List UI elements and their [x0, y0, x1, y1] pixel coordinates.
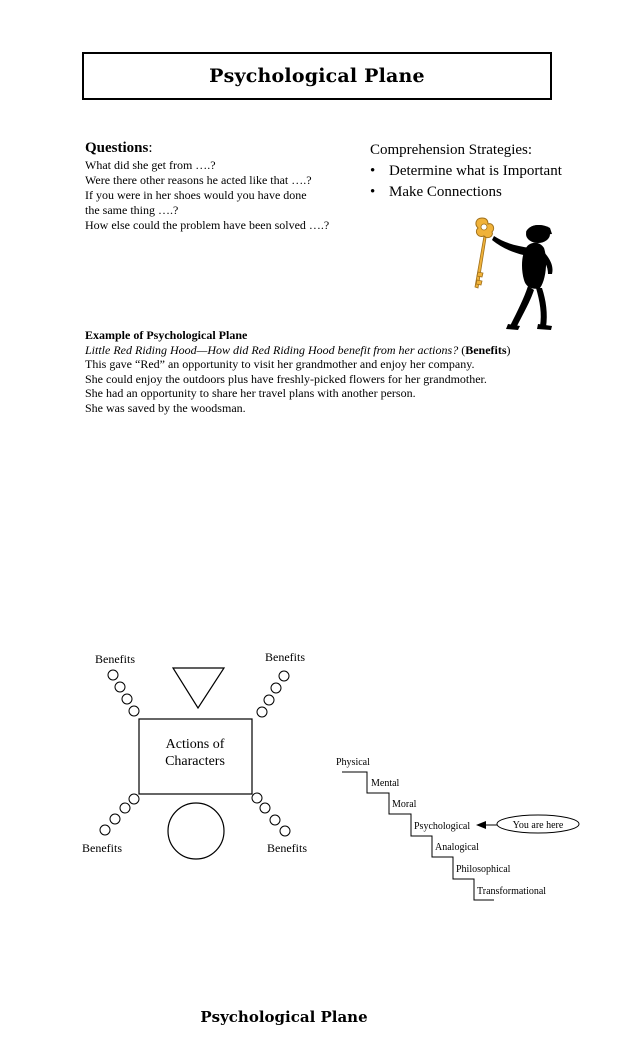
- step-transformational: Transformational: [477, 886, 547, 897]
- questions-section: [85, 139, 375, 233]
- question-line: How else could the problem have been solved ….?: [85, 218, 330, 232]
- dot: [252, 793, 262, 803]
- benefits-label-bottom-right: Benefits: [267, 841, 307, 855]
- benefits-label-top-right: Benefits: [265, 650, 305, 664]
- step-psychological: Psychological: [414, 821, 471, 832]
- strategies-list: [370, 161, 630, 203]
- example-line: She had an opportunity to share her travel plans with another person.: [85, 386, 416, 401]
- question-line: If you were in her shoes would you have done: [85, 188, 307, 202]
- questions-heading-line: [85, 139, 375, 157]
- you-are-here-label: You are here: [512, 820, 564, 831]
- staircase-line: [342, 772, 494, 900]
- dot: [280, 826, 290, 836]
- actions-label-line1: Actions of: [165, 737, 225, 752]
- question-line: Were there other reasons he acted like that ….?: [85, 173, 312, 187]
- questions-heading: Questions: [85, 140, 149, 156]
- dot: [264, 695, 274, 705]
- example-line: This gave “Red” an opportunity to visit her grandmother and enjoy her company.: [85, 357, 475, 372]
- question-line: What did she get from ….?: [85, 158, 216, 172]
- example-line: She could enjoy the outdoors plus have freshly-picked flowers for her grandmother.: [85, 371, 487, 386]
- step-mental: Mental: [371, 778, 400, 789]
- title-box: [82, 52, 552, 100]
- dot: [108, 670, 118, 680]
- strategy-item: • Make Connections: [370, 182, 630, 203]
- dot: [115, 682, 125, 692]
- example-lead: [85, 343, 555, 358]
- dot: [270, 815, 280, 825]
- actions-label-line2: Characters: [165, 754, 225, 769]
- example-paren-open: (: [458, 342, 466, 357]
- question-line: the same thing ….?: [85, 203, 179, 217]
- step-moral: Moral: [392, 799, 417, 810]
- benefits-label-top-left: Benefits: [95, 652, 135, 666]
- figure-with-key-illustration: [466, 214, 562, 332]
- strategies-section: [370, 140, 630, 203]
- dot: [100, 825, 110, 835]
- dot: [129, 794, 139, 804]
- circle-shape: [168, 803, 224, 859]
- dot: [129, 706, 139, 716]
- example-benefits-tag: Benefits: [465, 342, 507, 357]
- dot: [260, 803, 270, 813]
- step-physical: Physical: [336, 757, 370, 768]
- benefits-label-bottom-left: Benefits: [82, 841, 122, 855]
- staircase-diagram: [330, 750, 590, 910]
- example-section: [85, 328, 555, 416]
- example-question: Little Red Riding Hood—How did Red Riding Hood benefit from her actions?: [85, 342, 459, 357]
- example-line: She was saved by the woodsman.: [85, 400, 246, 415]
- step-philosophical: Philosophical: [456, 864, 511, 875]
- dot: [110, 814, 120, 824]
- dot: [120, 803, 130, 813]
- dot: [271, 683, 281, 693]
- page-title: Psychological Plane: [209, 65, 425, 87]
- dot: [122, 694, 132, 704]
- key-icon: [475, 218, 494, 288]
- benefits-diagram: [0, 640, 330, 870]
- arrow-left-icon: [476, 821, 486, 829]
- example-heading: Example of Psychological Plane: [85, 328, 248, 342]
- strategy-item: • Determine what is Important: [370, 161, 630, 182]
- person-silhouette: [492, 225, 553, 330]
- dot: [279, 671, 289, 681]
- strategies-heading: Comprehension Strategies:: [370, 142, 533, 158]
- dot: [257, 707, 267, 717]
- example-paren-close: ): [506, 342, 511, 357]
- triangle-shape: [173, 668, 224, 708]
- footer-title: Psychological Plane: [200, 1008, 368, 1026]
- step-analogical: Analogical: [435, 842, 479, 853]
- questions-colon: :: [148, 140, 153, 156]
